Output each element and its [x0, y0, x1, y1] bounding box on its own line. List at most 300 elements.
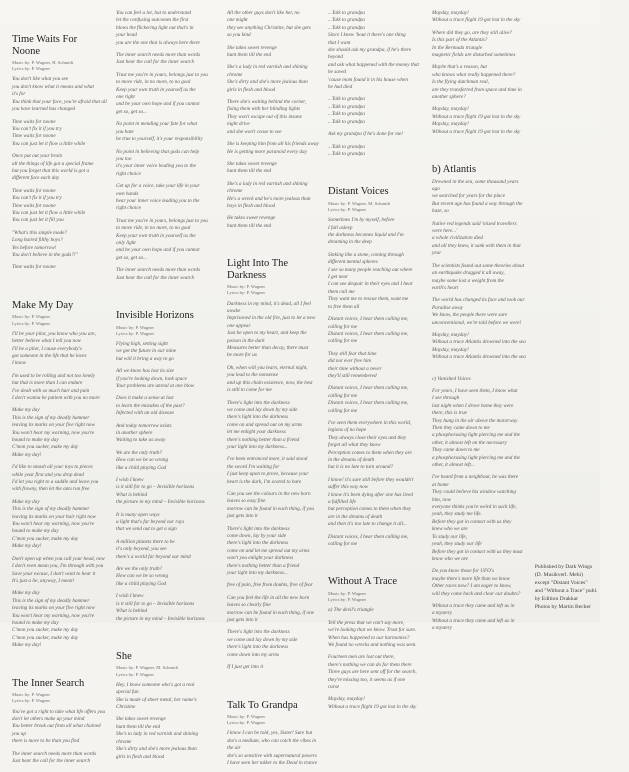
lyric-line: did not ever free him	[328, 358, 423, 365]
lyric-line: better believe what I tell you now	[12, 338, 107, 345]
lyric-line: They could believe his window watching	[432, 489, 526, 496]
lyric-stanza	[328, 10, 423, 91]
lyric-line: Are we the only truth?	[116, 566, 218, 573]
lyric-line: They always close their eyes and they	[328, 435, 423, 442]
lyric-line: Before they got in contact with us they must	[432, 549, 526, 556]
lyric-line: But recent age has found a way through the	[432, 201, 526, 208]
lyric-line: the sword I'm waiting for	[227, 464, 319, 471]
lyric-line: C'mon you sucker, make my day	[12, 635, 107, 642]
lyric-stanza	[116, 593, 218, 623]
lyric-line: Time waits for noone	[12, 264, 107, 271]
lyric-stanza	[227, 730, 319, 767]
lyric-line: to move ride, in no more, to no goal	[116, 79, 218, 86]
lyric-line: we come and lay down by my side	[227, 407, 319, 414]
lyric-line: get so, get so...	[116, 109, 218, 116]
lyric-stanza	[227, 400, 319, 452]
lyric-line: come down into my arms	[227, 652, 319, 659]
lyric-stanza	[227, 629, 319, 659]
lyric-stanza	[12, 76, 107, 113]
lyric-line: Make my day	[12, 590, 107, 597]
lyric-stanza	[116, 716, 218, 760]
lyric-line: we got the future in our mine	[116, 348, 218, 355]
credit-line: Music by: P. Wagner	[12, 692, 107, 698]
lyric-line: be more for us	[227, 352, 319, 359]
lyric-line: ...Talk to grandpa	[328, 25, 423, 32]
lyric-line: it's your inner voice leading you to the	[116, 163, 218, 170]
lyric-line: Keep your own truth in yourself as the	[116, 87, 218, 94]
song-block	[116, 10, 218, 287]
song-credits	[12, 60, 107, 72]
lyric-line: everyone thinks you're weird in such life,	[432, 504, 526, 511]
lyric-line: There she's waiting behind the corner,	[227, 99, 319, 106]
lyric-line: there's nothing better than a friend	[227, 563, 319, 570]
lyric-line: girls in flesh and blood	[227, 87, 319, 94]
lyric-stanza	[116, 450, 218, 472]
lyric-line: it's for	[12, 91, 107, 98]
lyric-stanza	[328, 420, 423, 472]
lyric-line: Ask my grandpa if he's done for me!	[328, 131, 423, 138]
lyric-line: Make my day	[12, 499, 107, 506]
lyric-line: are in the dreams of death	[328, 514, 423, 521]
lyric-line: is it still for to go – Invisible horizons	[116, 484, 218, 491]
lyric-line: Drowned in the sea, some thousand years	[432, 179, 526, 186]
lyric-line: I have seen her talker to the Dead in trance	[227, 760, 319, 767]
lyric-line: yeah, they study me life.	[432, 511, 526, 518]
song-credits	[116, 665, 218, 677]
credit-line: Lyrics by: P. Wagner	[116, 331, 218, 337]
lyric-line: right choice	[116, 171, 218, 178]
lyric-line: chrome	[227, 188, 319, 195]
credit-line: Lyrics by: P. Wagner	[328, 597, 423, 603]
lyric-line: Make my day!	[12, 452, 107, 459]
lyric-line: Distant voices, I hear them calling me,	[328, 316, 423, 323]
lyric-line: This is the sign of my deadly hammer	[12, 506, 107, 513]
lyric-line: She's a lady in red varnish and shining	[227, 181, 319, 188]
lyric-stanza	[432, 179, 526, 216]
lyric-line: They want me to rescue them, want me	[328, 296, 423, 303]
lyric-line: Infected with an old disease	[116, 410, 218, 417]
lyric-line: ...Talk to grandpa	[328, 17, 423, 24]
lyric-line: just gets into it	[227, 513, 319, 520]
lyric-line: I wish I knew	[116, 477, 218, 484]
lyric-line: another sphere?	[432, 94, 526, 101]
lyric-line: I know! it's sure still before they wouldn't	[328, 477, 423, 484]
lyric-line: we searched for years for the place	[432, 193, 526, 200]
lyric-stanza	[12, 331, 107, 368]
lyric-stanza	[432, 297, 526, 327]
lyric-line: Without a trace flight 19 got lost in the sky	[328, 704, 423, 711]
lyric-stanza	[328, 144, 423, 159]
lyric-line: Mayday, mayday!	[328, 696, 423, 703]
lyric-line: you hate	[116, 129, 218, 136]
lyric-line: to move ride, in no more, to no goal	[116, 225, 218, 232]
lyric-line: and she won't cease to see	[227, 129, 319, 136]
lyric-line: free of pain, free from doubts, free of fear	[227, 582, 319, 589]
lyric-line: beyond	[328, 54, 423, 61]
lyric-line: so you kind	[227, 32, 319, 39]
lyric-stanza	[116, 539, 218, 561]
lyric-stanza	[328, 252, 423, 311]
lyric-line: You better break out from all what chained	[12, 723, 107, 730]
lyric-line: This is the sign of my deadly hammer	[12, 415, 107, 422]
lyric-line: Time waits for noone	[12, 133, 107, 140]
lyric-line: Is the flying dutchman real,	[432, 79, 526, 86]
lyric-line: unconventional, we're told before we were!	[432, 320, 526, 327]
lyric-line: calling for me	[328, 541, 423, 548]
credit-line: Music by: P. Wagner, M. Schmidt	[116, 665, 218, 671]
lyric-line: All the other guys don't like her, no	[227, 10, 319, 17]
lyric-line: I see through	[432, 395, 526, 402]
lyric-stanza	[116, 52, 218, 67]
lyric-line: she should ask my grandpa, if he's there	[328, 47, 423, 54]
lyric-line: bound to make my day	[12, 528, 107, 535]
lyric-stanza	[227, 365, 319, 395]
lyric-line: Perception comes to them when they are	[328, 450, 423, 457]
lyric-line: I've seen them everywhere in this world,	[328, 420, 423, 427]
song-block	[328, 172, 423, 553]
lyric-line: Just hear the call for the inner search	[116, 59, 218, 66]
lyric-stanza	[328, 316, 423, 346]
lyric-line: C'mon you sucker, make my day	[12, 536, 107, 543]
lyric-stanza	[328, 96, 423, 126]
lyric-line: Mayday, mayday!	[432, 332, 526, 339]
lyric-stanza	[12, 556, 107, 586]
lyric-line: you don't know what it means and what	[12, 84, 107, 91]
lyric-line: C'mon you sucker, make my day	[12, 444, 107, 451]
lyric-line: leaving its marks on your five right now	[12, 422, 107, 429]
lyric-line: Time waits for noone	[12, 203, 107, 210]
lyric-line: one right	[116, 94, 218, 101]
lyric-line: leaves so clearly fine	[227, 602, 319, 609]
lyric-line: I'd let you right to a saddle and leave you	[12, 479, 107, 486]
lyric-line: Can you feel the life in all the new born	[227, 595, 319, 602]
lyric-line: She is made of sheer metal, her name's	[116, 697, 218, 704]
lyric-line: come on and spread out on my arms	[227, 422, 319, 429]
lyric-line: They won't escape out of this insane	[227, 114, 319, 121]
lyric-line: Fourteen men are lost out there,	[328, 654, 423, 661]
lyric-line: a) The devil's triangle	[328, 607, 423, 614]
lyric-line: you too	[116, 156, 218, 163]
lyric-line: awake	[227, 308, 319, 315]
lyric-line: Without a trace flight 19 got lost in the sky	[432, 129, 526, 136]
lyric-line: while your first and you drop dead	[12, 472, 107, 479]
lyric-line: is still to come for me	[227, 387, 319, 394]
lyric-line: I know it's been dying after one has lived	[328, 492, 423, 499]
lyric-line: Without a trace they came and left us in	[432, 603, 526, 610]
lyric-line: Where did they go, are they still alive?	[432, 30, 526, 37]
lyric-line: but perception comes to them when they	[328, 506, 423, 513]
lyric-stanza	[116, 218, 218, 262]
lyric-line: ...Talk to grandpa	[328, 111, 423, 118]
lyric-line: Without a trace flight 19 got lost in the sky	[432, 114, 526, 121]
lyric-line: leaving its marks on your hair right now	[12, 514, 107, 521]
lyric-line: suffer this way now	[328, 484, 423, 491]
lyric-line: the air	[227, 745, 319, 752]
lyric-line: the darkness becomes liquid and I'm	[328, 232, 423, 239]
credit-line: Lyrics by: P. Wagner	[227, 720, 319, 726]
lyric-stanza	[328, 217, 423, 247]
song-title: Invisible Horizons	[116, 310, 218, 322]
song-block	[12, 286, 107, 655]
lyric-line: I get near	[328, 274, 423, 281]
lyric-line: there's a world far beyond our mind	[116, 554, 218, 561]
lyric-line: Save your excuse, I don't want to hear it	[12, 571, 107, 578]
lyric-line: a mystery	[432, 625, 526, 632]
lyric-line: maybe some lost a weight from the	[432, 278, 526, 285]
lyric-stanza	[116, 682, 218, 712]
lyric-line: Time waits for noone	[12, 119, 107, 126]
lyric-line: When has happened to our harmonies?	[328, 635, 423, 642]
lyric-line: You won't hear my warning, now you're	[12, 430, 107, 437]
lyric-line: Make my day!	[12, 642, 107, 649]
lyric-line: Hey, I know someone who's got a real	[116, 682, 218, 689]
lyric-line: calling for me	[328, 393, 423, 400]
credit-line: Lyrics by: P. Wagner	[328, 207, 423, 213]
lyric-stanza	[227, 491, 319, 521]
lyric-line: right choice	[116, 205, 218, 212]
lyric-line: she's a medium, who can catch the vibes in	[227, 738, 319, 745]
song-title: b) Atlantis	[432, 164, 526, 176]
credit-line: Music by: P. Wagner	[116, 325, 218, 331]
lyric-stanza	[116, 477, 218, 507]
lyric-line: the picture in my mind – Invisible horizons	[116, 499, 218, 506]
lyric-line: There's light into the darkness	[227, 400, 319, 407]
lyric-line: with frowny, then let the ants run free	[12, 486, 107, 493]
lyric-line: blows the flickering light out that's in	[116, 25, 218, 32]
lyric-line: In the Bermuda triangle	[432, 45, 526, 52]
lyric-line: ...Talk to grandpa	[328, 119, 423, 126]
lyric-line: She's dirty and she's more jealous than	[227, 79, 319, 86]
lyric-line: Imprisoned in the old fire, just to let a new	[227, 315, 319, 322]
lyric-line: bound to make my day	[12, 620, 107, 627]
lyric-line: come down, lay by your side	[227, 533, 319, 540]
lyric-stanza	[432, 10, 526, 25]
lyric-line: ...Talk to grandpa	[328, 10, 423, 17]
lyric-line: C'mon you sucker, make my day	[12, 627, 107, 634]
lyric-line: a mystery	[432, 610, 526, 617]
lyric-line: Distant voices, I hear them calling me,	[328, 331, 423, 338]
lyric-stanza	[116, 72, 218, 116]
song-title: Time Waits For Noone	[12, 34, 107, 57]
lyric-line: poison in the dark	[227, 338, 319, 345]
lyric-line: They still fear that time	[328, 351, 423, 358]
lyric-line: a fulfilled life	[328, 499, 423, 506]
lyric-stanza	[432, 221, 526, 258]
publisher-line: except "Distant Voices"	[535, 579, 629, 587]
lyric-line: and then it's too late to change it all...	[328, 521, 423, 528]
lyric-line: hunt them till the end	[227, 223, 319, 230]
lyric-line: Without a trace they came and left us in	[432, 618, 526, 625]
credit-line: Lyrics by: P. Wagner	[12, 321, 107, 327]
lyric-stanza	[227, 301, 319, 360]
lyric-line: You won't hear my warning, now you're	[12, 613, 107, 620]
lyric-line: one appear	[227, 323, 319, 330]
lyric-stanza	[328, 607, 423, 614]
lyric-line: just gets into it	[227, 617, 319, 624]
lyric-line: we're looking that we know. Trust for sure.	[328, 627, 423, 634]
lyric-line: I can see despair in their eyes and I hear	[328, 281, 423, 288]
lyric-line: How can we be so wrong	[116, 573, 218, 580]
lyric-line: hear your inner voice leading you to the	[116, 198, 218, 205]
lyric-stanza	[432, 30, 526, 60]
lyric-line: She takes sweet revenge	[227, 161, 319, 168]
song-title: Without A Trace	[328, 576, 423, 588]
publisher-line: Photos by Martin Becker	[535, 603, 629, 611]
lyric-line: hunt them till the end	[227, 52, 319, 59]
lyric-stanza	[12, 499, 107, 551]
lyric-line: ...Talk to grandpa	[328, 151, 423, 158]
lyric-line: a whole civilization died	[432, 235, 526, 242]
lyric-line: The scientists found out some theories about	[432, 263, 526, 270]
lyric-line: only light	[116, 240, 218, 247]
lyric-line: curse	[328, 684, 423, 691]
lyric-line: Mayday, mayday!	[432, 347, 526, 354]
lyric-line: Trust me you're in yours, belongs just to you	[116, 218, 218, 225]
lyric-line: Without a trace Atlantis drowned into the sea	[432, 354, 526, 361]
lyric-line: calling for me	[328, 408, 423, 415]
lyric-line: They came down to me	[432, 447, 526, 454]
lyric-line: Measures better than decay, there must	[227, 345, 319, 352]
lyric-line: but that is more than I can endure	[12, 380, 107, 387]
lyric-stanza	[12, 153, 107, 183]
lyric-line: they see anything Christine, but she gets	[227, 25, 319, 32]
lyrics-column	[227, 10, 319, 617]
lyric-line: that I want	[328, 40, 423, 47]
lyric-line: I've dealt with so much hurt and pain	[12, 388, 107, 395]
lyric-line: he saved	[328, 69, 423, 76]
lyric-line: a phosphorusing light piercing me and the	[432, 432, 526, 439]
lyric-line: hunt them till the end	[116, 724, 218, 731]
lyric-line: Yes before tomorrow!	[12, 245, 107, 252]
song-credits	[12, 692, 107, 704]
lyric-line: Paradise away	[432, 305, 526, 312]
lyric-stanza	[12, 751, 107, 766]
lyric-line: What is behind	[116, 492, 218, 499]
lyric-line: ...Talk to grandpa	[328, 104, 423, 111]
song-credits	[116, 325, 218, 337]
credit-line: Lyrics by: P. Wagner	[227, 290, 319, 296]
lyric-line: if you're looking down, look space	[116, 376, 218, 383]
lyric-line: I'm used to be rolling and not too lonely	[12, 373, 107, 380]
lyric-line: calling for me	[328, 324, 423, 331]
song-title: Talk To Grandpa	[227, 700, 319, 712]
credit-line: Music by: P. Wagner	[328, 591, 423, 597]
lyric-line: yeah, they study our life	[432, 541, 526, 548]
lyric-line: Can you see the colours in the new born	[227, 491, 319, 498]
lyric-line: Other races now? I am eager to know,	[432, 583, 526, 590]
lyric-line: The world has changed its face and took our	[432, 297, 526, 304]
publisher-line: by Edition Drakkar	[535, 595, 629, 603]
lyric-line: morrow can be found in each thing, if you	[227, 506, 319, 513]
lyric-line: No point in believing that gods can help	[116, 149, 218, 156]
lyric-line: Before they got in contact with us they	[432, 519, 526, 526]
lyric-stanza	[227, 456, 319, 486]
lyric-stanza	[116, 10, 218, 47]
lyric-line: He's a wreck and he's more jealous than	[227, 196, 319, 203]
lyric-line: other, it almost left on the necessary	[432, 440, 526, 447]
lyric-line: Native red legends said 'mixed travellers	[432, 221, 526, 228]
lyric-line: leaving its marks on your five right now	[12, 605, 107, 612]
lyric-line: We are the only truth?	[116, 450, 218, 457]
lyric-line: Just hear the call for the inner search	[12, 758, 107, 765]
lyric-line: morrow can be found in each thing, if one	[227, 610, 319, 617]
lyric-line: and ask what happened with the money that	[328, 62, 423, 69]
lyric-line: I don't wanna be patient with you no more	[12, 395, 107, 402]
credit-line: Music by: P. Wagner, M. Schmidt	[328, 201, 423, 207]
lyric-line: You can just let it flow a little while	[12, 210, 107, 217]
lyric-line: to free them all	[328, 304, 423, 311]
lyric-line: I fall asleep	[328, 225, 423, 232]
lyric-stanza	[328, 654, 423, 691]
song-title: Distant Voices	[328, 186, 423, 198]
lyric-line: You think that your face, you're afraid that all	[12, 99, 107, 106]
lyric-line: Waiting to take us away	[116, 437, 218, 444]
lyric-line: Oh, when will you learn, eternal night,	[227, 365, 319, 372]
lyric-line: I've been entranced more, it said stood	[227, 456, 319, 463]
lyric-line: at home	[432, 482, 526, 489]
song-block	[227, 10, 319, 235]
credit-line: Music by: P. Wagner	[227, 714, 319, 720]
song-credits	[328, 591, 423, 603]
lyric-line: calling for me	[328, 338, 423, 345]
lyric-line: were here...'	[432, 228, 526, 235]
song-block	[432, 376, 526, 638]
lyric-line: haze, so	[432, 208, 526, 215]
lyric-stanza	[227, 526, 319, 578]
lyric-line: Distant voices, I hear them calling me,	[328, 534, 423, 541]
lyric-stanza	[116, 566, 218, 588]
lyric-line: and be your own hope and if you cannot	[116, 247, 218, 254]
lyric-stanza	[432, 568, 526, 598]
lyric-stanza	[328, 696, 423, 711]
lyric-stanza	[227, 64, 319, 94]
song-block	[432, 10, 526, 141]
lyric-stanza	[227, 161, 319, 176]
song-credits	[227, 714, 319, 726]
song-block	[432, 150, 526, 366]
lyric-line: them call me	[328, 289, 423, 296]
lyric-line: you lead to the nonsense	[227, 372, 319, 379]
lyric-line: Sometimes I'm by myself, before	[328, 217, 423, 224]
lyric-line: Darkness in my mind, it's dead, all I feel	[227, 301, 319, 308]
lyric-line: Since I knew 'bout it there's one thing	[328, 32, 423, 39]
lyric-line: let the confusing outcomes the first	[116, 17, 218, 24]
lyric-line: bound to make my day	[12, 437, 107, 444]
song-credits	[328, 201, 423, 213]
lyric-line: there, this is true	[432, 410, 526, 417]
credit-line: Music by: P. Wagner	[227, 284, 319, 290]
lyric-line: year	[432, 250, 526, 257]
lyric-line: him, now	[432, 497, 526, 504]
lyric-line: You don't like what you see	[12, 76, 107, 83]
lyric-line: knew who we are	[432, 526, 526, 533]
lyric-stanza	[227, 141, 319, 156]
lyric-line: is it still for to go – Invisible horizons	[116, 601, 218, 608]
lyric-line: Tell the press that we can't say more,	[328, 620, 423, 627]
lyric-line: your head	[116, 32, 218, 39]
song-block	[328, 562, 423, 716]
lyrics-column	[116, 10, 218, 617]
credit-line: Lyrics by: P. Wagner	[12, 66, 107, 72]
lyric-line: they're missing too, it seems as if one	[328, 677, 423, 684]
lyric-line: but it is no late to turn around?	[328, 464, 423, 471]
lyric-line: are they transferred from space and time in	[432, 87, 526, 94]
lyric-line: won't you enlight your darkness	[227, 555, 319, 562]
lyric-line: I'd like to smash all your toys to pieces	[12, 464, 107, 471]
lyric-line: let me enlight your darkness	[227, 429, 319, 436]
lyric-line: You can't fix it if you try	[12, 195, 107, 202]
lyric-line: be true to yourself, it's your responsibility	[116, 136, 218, 143]
